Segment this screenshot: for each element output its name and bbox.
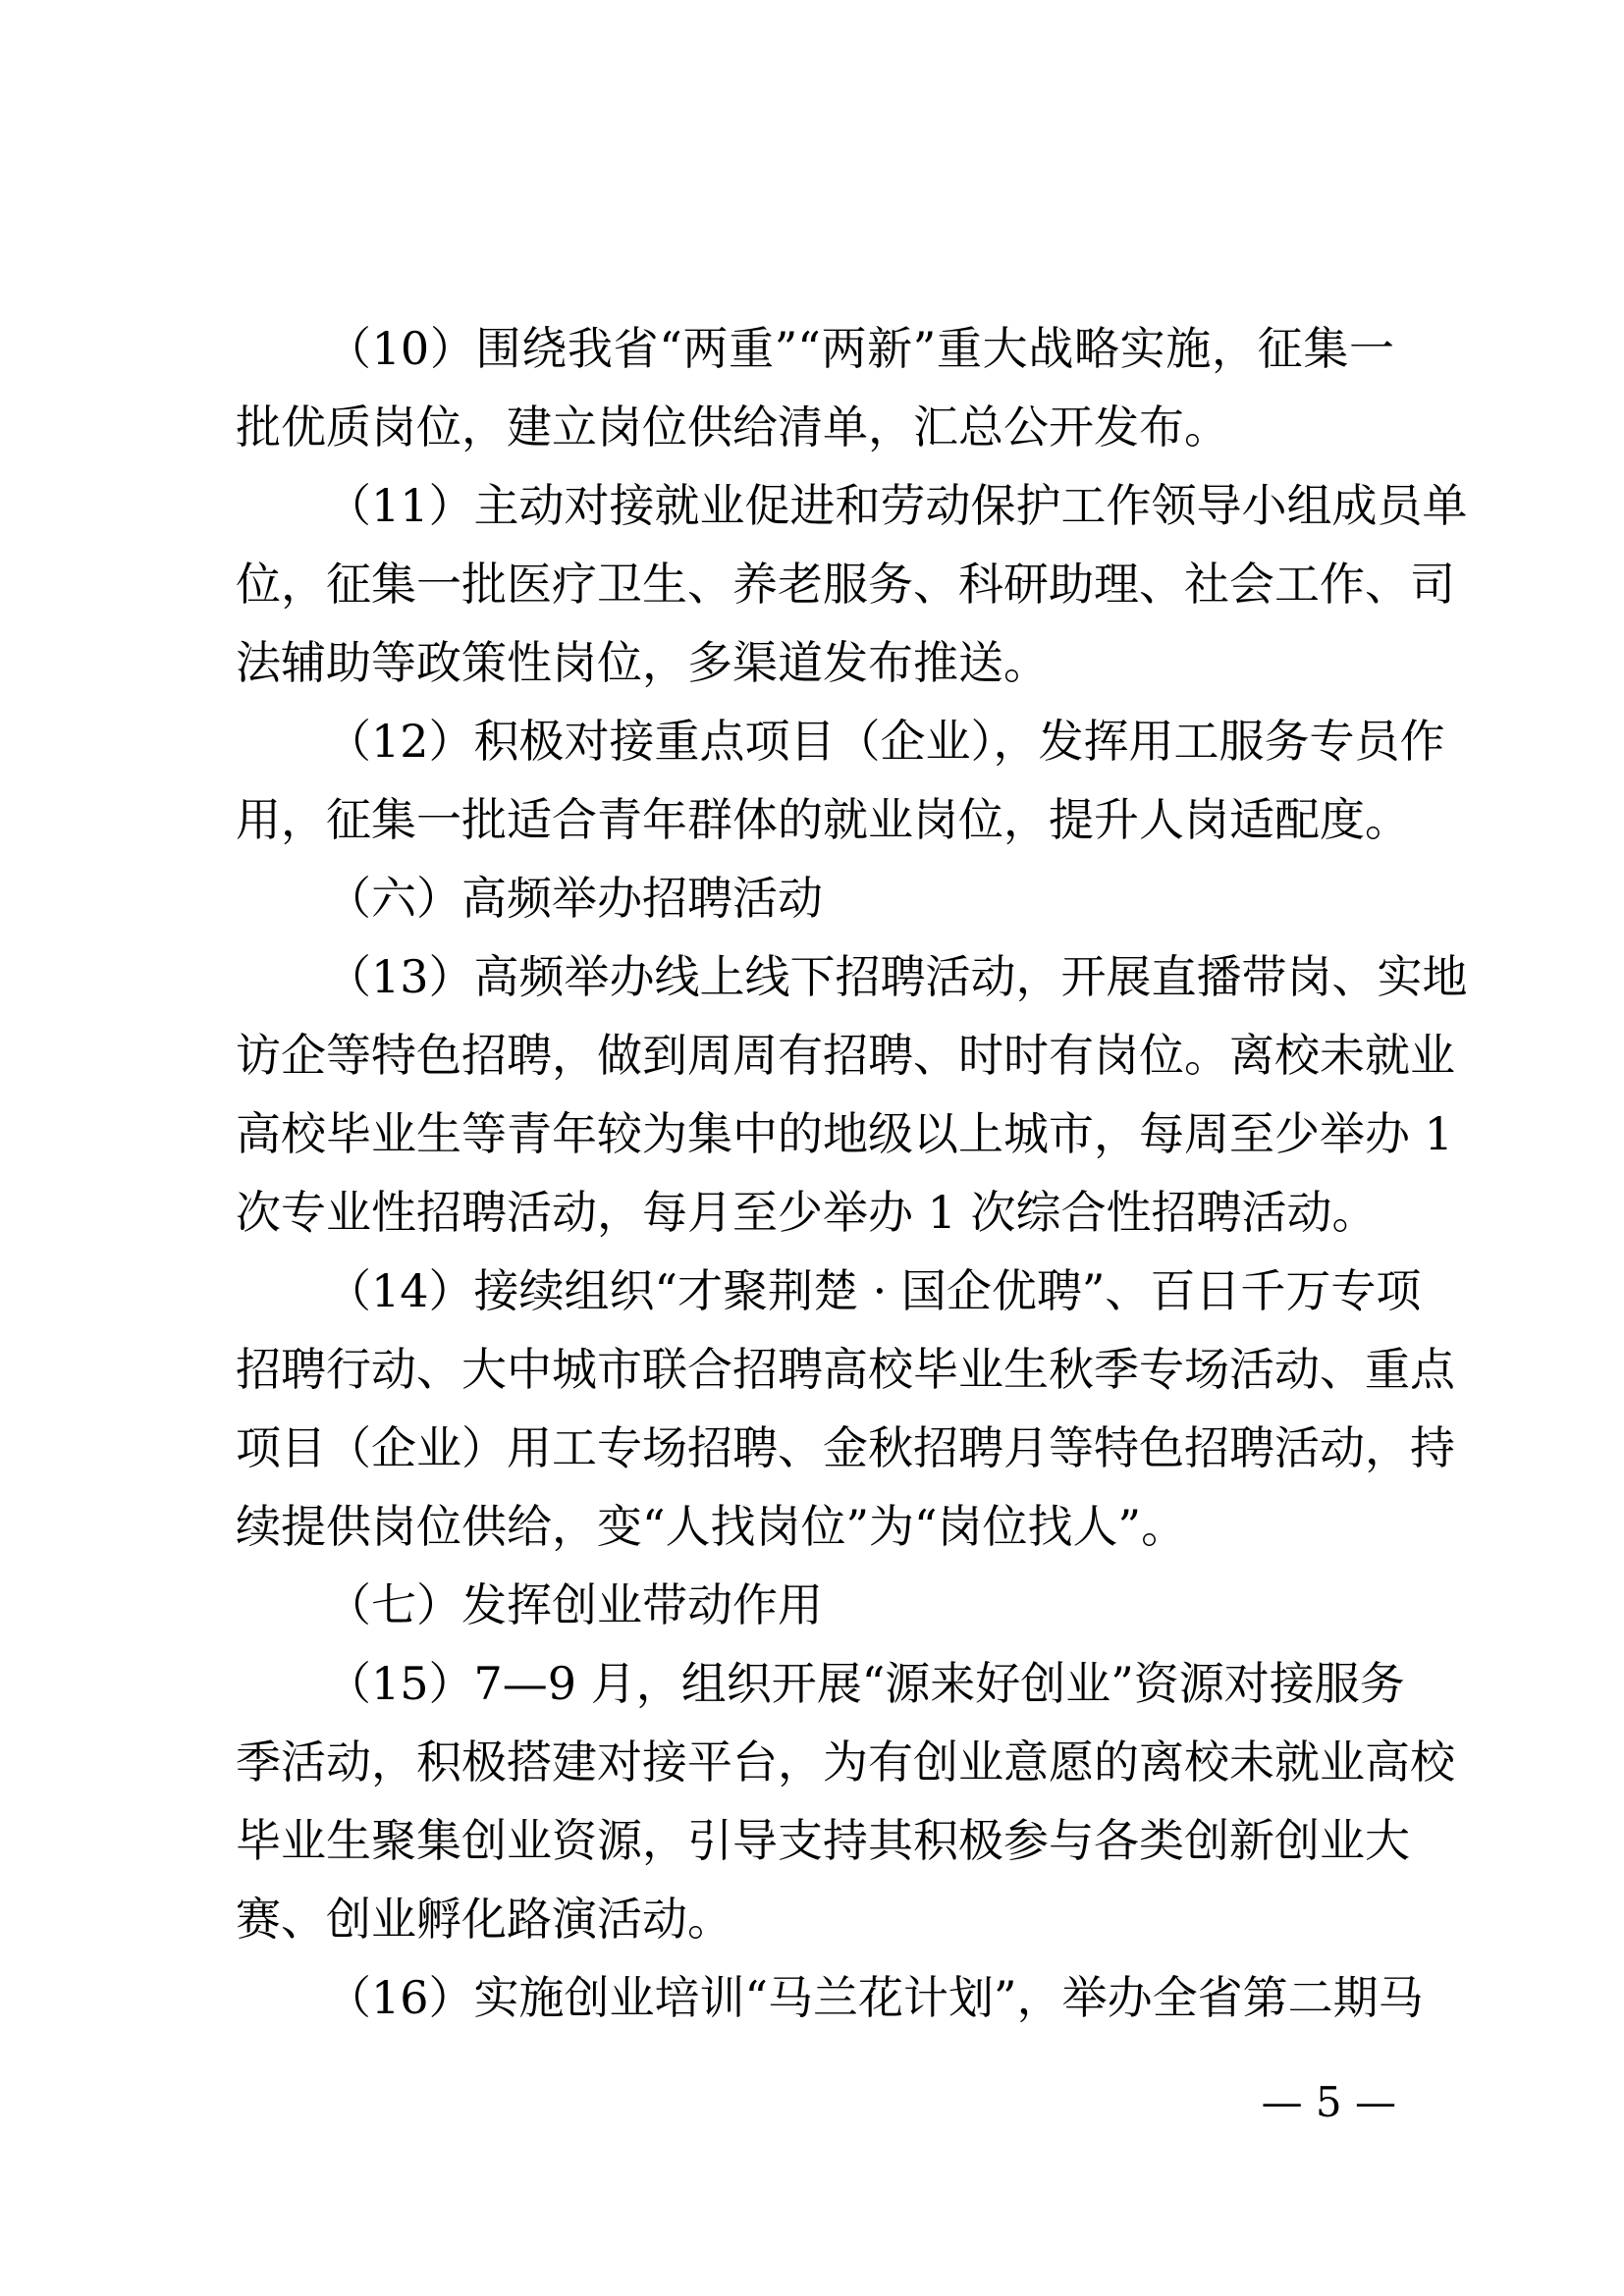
paragraph-12-line-1: （12）积极对接重点项目（企业），发挥用工服务专员作 <box>326 715 1445 768</box>
paragraph-13-line-4: 次专业性招聘活动，每月至少举办 1 次综合性招聘活动。 <box>236 1186 1378 1239</box>
paragraph-15-line-2: 季活动，积极搭建对接平台，为有创业意愿的离校未就业高校 <box>236 1735 1455 1789</box>
paragraph-10-line-1: （10）围绕我省“两重”“两新”重大战略实施，征集一 <box>326 322 1394 375</box>
paragraph-15-line-1: （15）7—9 月，组织开展“源来好创业”资源对接服务 <box>326 1657 1405 1710</box>
paragraph-15-line-3: 毕业生聚集创业资源，引导支持其积极参与各类创新创业大 <box>236 1814 1410 1867</box>
page-number: — 5 — <box>1261 2078 1396 2126</box>
paragraph-14-line-4: 续提供岗位供给，变“人找岗位”为“岗位找人”。 <box>236 1500 1187 1553</box>
paragraph-11-line-1: （11）主动对接就业促进和劳动保护工作领导小组成员单 <box>326 479 1468 532</box>
paragraph-13-line-2: 访企等特色招聘，做到周周有招聘、时时有岗位。离校未就业 <box>236 1029 1455 1082</box>
paragraph-10-line-2: 批优质岗位，建立岗位供给清单，汇总公开发布。 <box>236 400 1229 454</box>
paragraph-12-line-2: 用，征集一批适合青年群体的就业岗位，提升人岗适配度。 <box>236 793 1410 846</box>
paragraph-16-line-1: （16）实施创业培训“马兰花计划”，举办全省第二期马 <box>326 1971 1424 2024</box>
paragraph-14-line-3: 项目（企业）用工专场招聘、金秋招聘月等特色招聘活动，持 <box>236 1421 1455 1474</box>
paragraph-11-line-2: 位，征集一批医疗卫生、养老服务、科研助理、社会工作、司 <box>236 558 1455 611</box>
paragraph-14-line-2: 招聘行动、大中城市联合招聘高校毕业生秋季专场活动、重点 <box>236 1343 1455 1396</box>
section-heading-7: （七）发挥创业带动作用 <box>326 1578 823 1631</box>
paragraph-15-line-4: 赛、创业孵化路演活动。 <box>236 1893 732 1946</box>
paragraph-11-line-3: 法辅助等政策性岗位，多渠道发布推送。 <box>236 636 1049 689</box>
section-heading-6: （六）高频举办招聘活动 <box>326 872 823 925</box>
paragraph-13-line-3: 高校毕业生等青年较为集中的地级以上城市，每周至少举办 1 <box>236 1107 1453 1160</box>
paragraph-13-line-1: （13）高频举办线上线下招聘活动，开展直播带岗、实地 <box>326 950 1468 1003</box>
paragraph-14-line-1: （14）接续组织“才聚荆楚 · 国企优聘”、百日千万专项 <box>326 1264 1422 1317</box>
